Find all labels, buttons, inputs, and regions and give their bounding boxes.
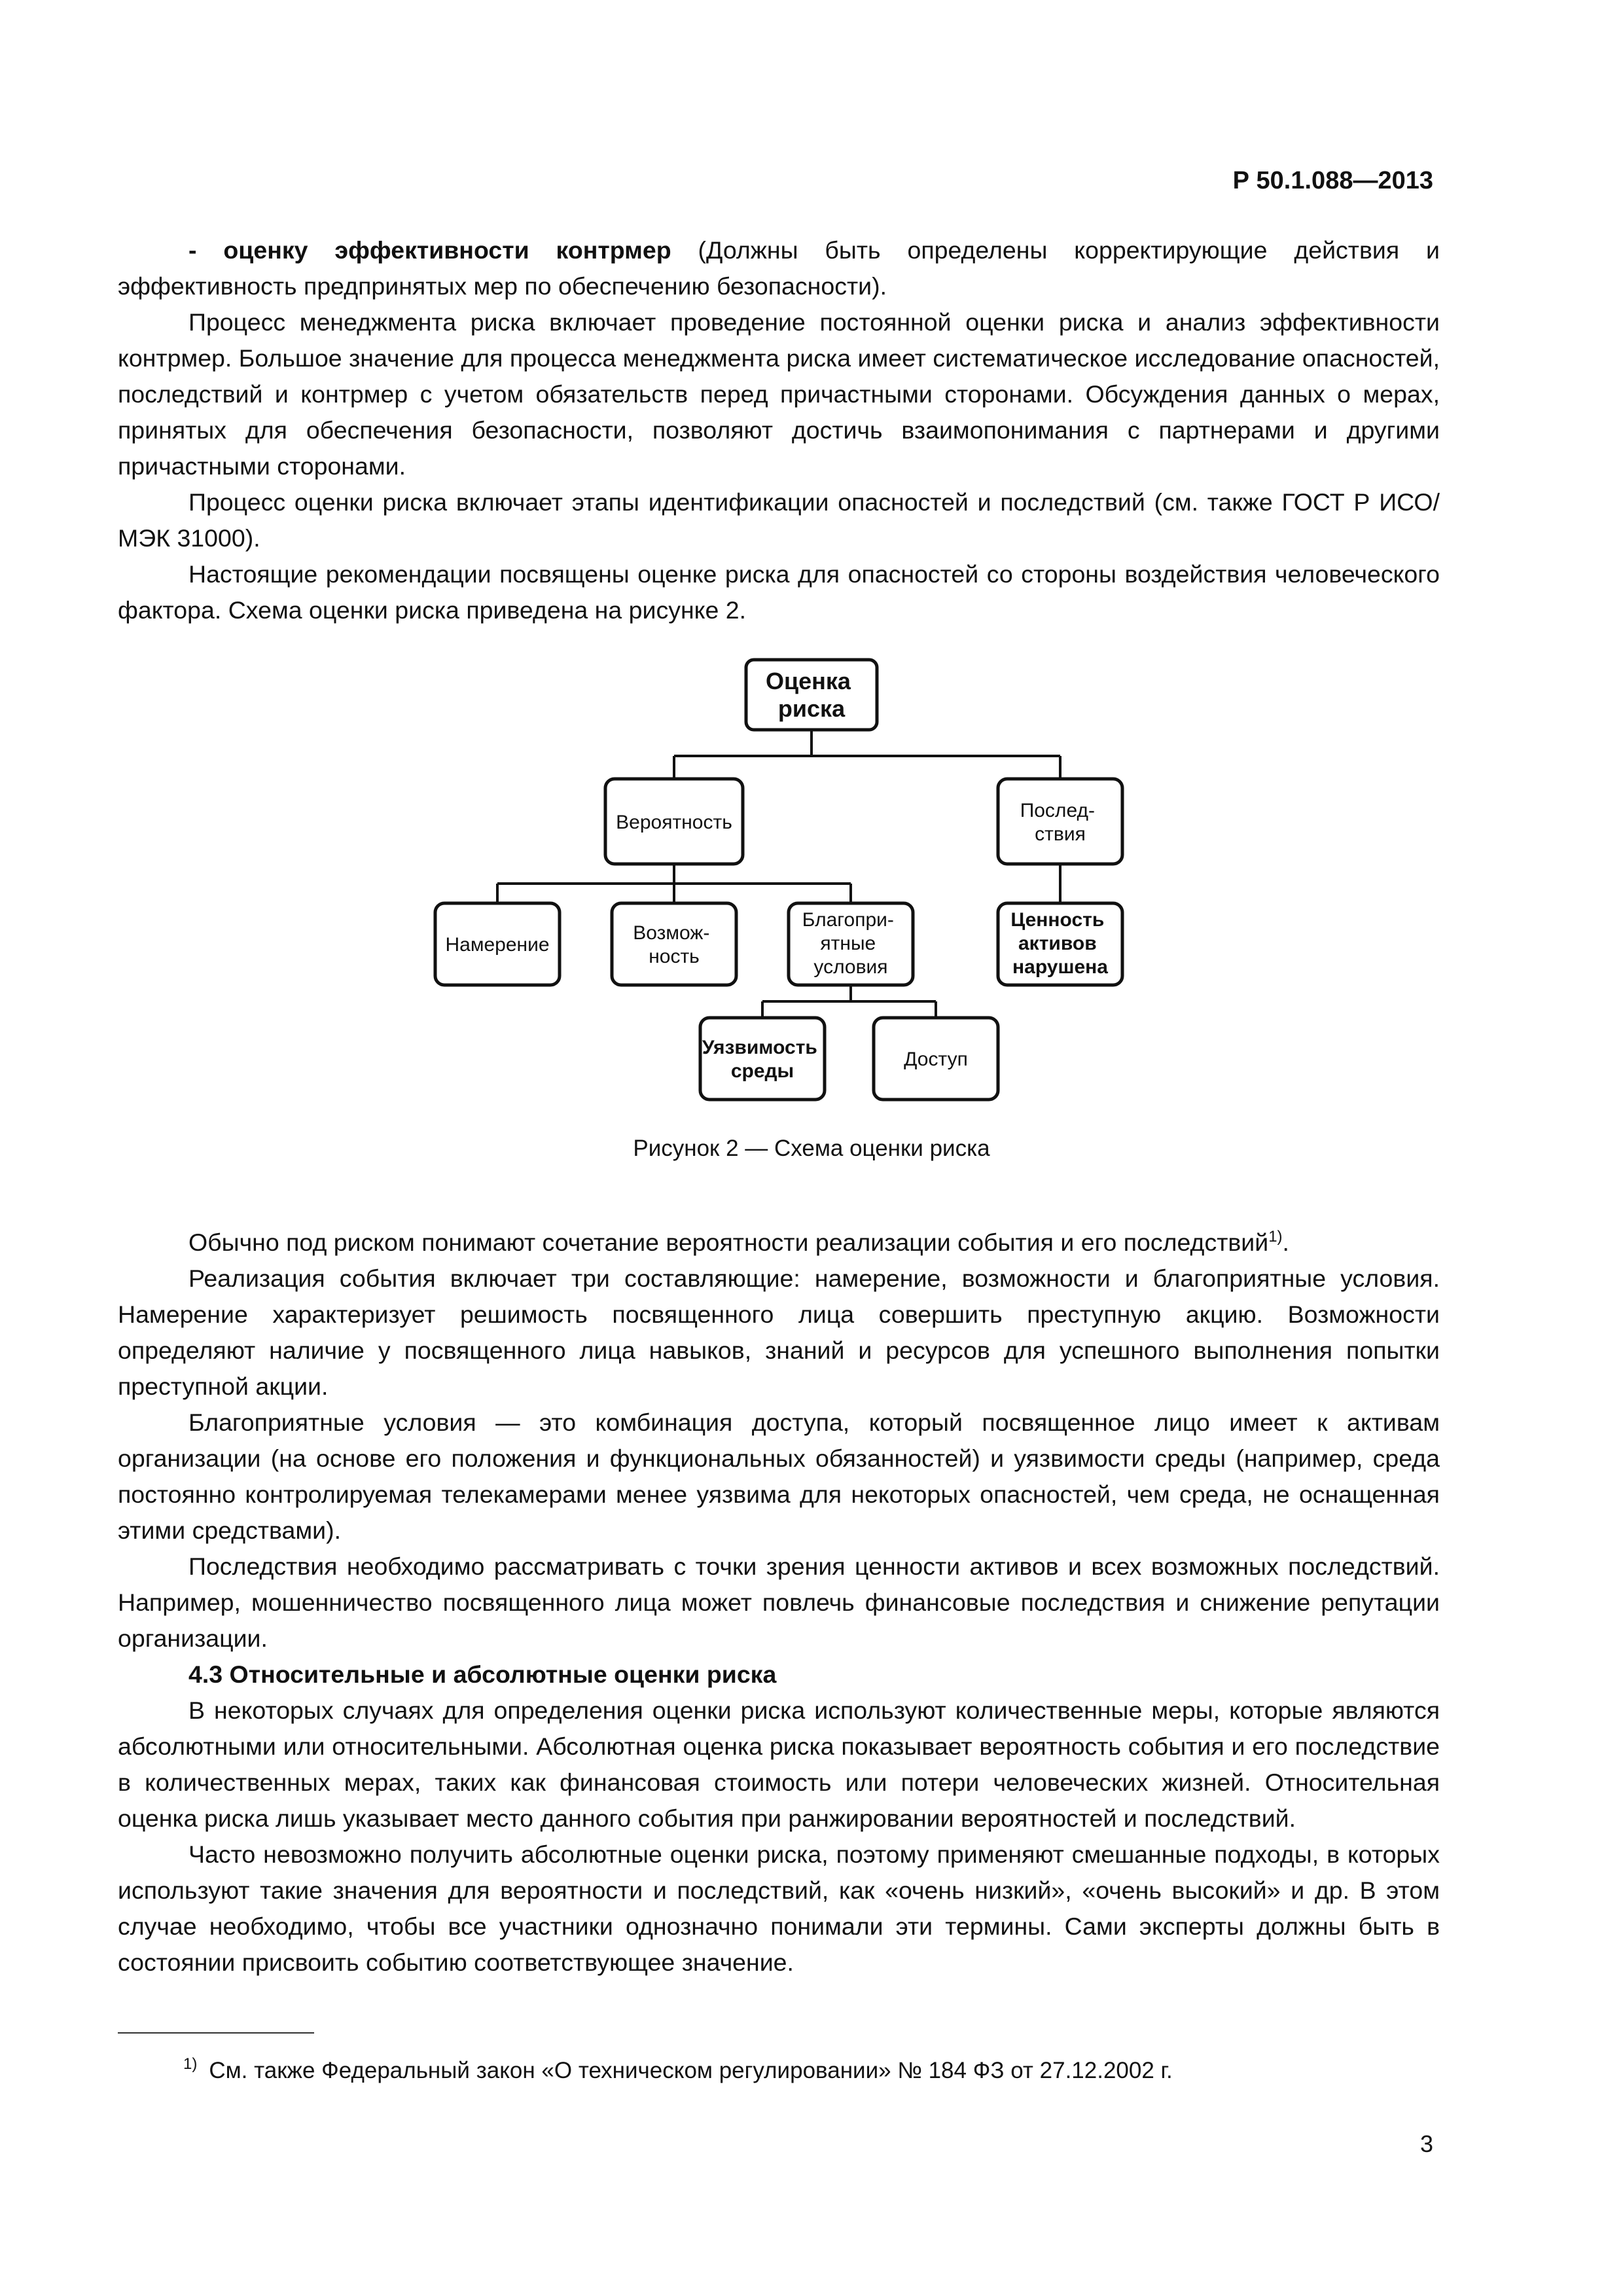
intro-text bbox=[118, 232, 1440, 628]
paragraph-rest: (Должны быть определены корректирующие действия и эффективность предпринятых мер по обеспечению безопасности). bbox=[118, 236, 1440, 300]
document-number: Р 50.1.088—2013 bbox=[1232, 167, 1433, 194]
paragraph-countermeasures bbox=[118, 232, 1440, 304]
page-number: 3 bbox=[1419, 2130, 1433, 2157]
label-access: Доступ bbox=[904, 1049, 968, 1070]
label-vulnerability: Уязвимость среды bbox=[702, 1037, 817, 1082]
bold-lead: - оценку эффективности контрмер bbox=[188, 236, 671, 264]
label-probability: Вероятность bbox=[616, 812, 732, 833]
label-favorable: Благопри- ятные условия bbox=[802, 909, 894, 978]
section-heading: 4.3 Относительные и абсолютные оценки риска bbox=[188, 1660, 777, 1688]
paragraph-event-components: Реализация события включает три составляющие: намерение, возможности и благоприятные условия. Намерение характеризует решимость посвященного лица совершить преступную акцию. Возможности определяют наличие у посвященного лица навыков, знаний и ресурсов для успешного выполнения попытки преступной акции. bbox=[118, 1265, 1440, 1400]
main-text bbox=[118, 1219, 1440, 1981]
paragraph-end: . bbox=[1282, 1229, 1289, 1256]
diagram-boxes bbox=[435, 660, 1122, 1100]
footnote-separator bbox=[118, 2032, 314, 2034]
paragraph-quantitative-measures: В некоторых случаях для определения оценки риска используют количественные меры, которые являются абсолютными или относительными. Абсолютная оценка риска показывает вероятность события и его последствие в количественных мерах, таких как финансовая стоимость или потери человеческих жизней. Относительная оценка риска лишь указывает место данного события при ранжировании вероятностей и последствий. bbox=[118, 1696, 1440, 1832]
risk-assessment-diagram bbox=[0, 648, 1623, 1145]
paragraph-consequences: Последствия необходимо рассматривать с точки зрения ценности активов и всех возможных последствий. Например, мошенничество посвященного лица может повлечь финансовые последствия и снижение репутации организации. bbox=[118, 1552, 1440, 1652]
paragraph-favorable-conditions: Благоприятные условия — это комбинация доступа, который посвященное лицо имеет к активам организации (на основе его положения и функциональных обязанностей) и уязвимости среды (например, среда постоянно контролируемая телекамерами менее уязвима для некоторых опасностей, чем среда, не оснащенная этими средствами). bbox=[118, 1408, 1440, 1544]
paragraph-risk-assessment: Процесс оценки риска включает этапы идентификации опасностей и последствий (см. также ГОСТ Р ИСО/МЭК 31000). bbox=[118, 488, 1440, 552]
connector-lines bbox=[497, 730, 1060, 1018]
label-root: Оценка риска bbox=[766, 668, 851, 722]
label-intent: Намерение bbox=[445, 934, 550, 956]
paragraph-risk-definition bbox=[118, 1219, 1440, 1261]
footnote bbox=[183, 2055, 1173, 2084]
label-asset-value: Ценность активов нарушена bbox=[1010, 909, 1108, 978]
footnote-reference[interactable]: 1) bbox=[1268, 1228, 1283, 1246]
figure-caption: Рисунок 2 — Схема оценки риска bbox=[633, 1136, 990, 1161]
footnote-text: См. также Федеральный закон «О техническом регулировании» № 184 ФЗ от 27.12.2002 г. bbox=[209, 2058, 1173, 2083]
diagram-svg bbox=[0, 648, 1623, 1145]
box-consequences bbox=[998, 779, 1122, 864]
label-capability: Возмож- ность bbox=[633, 922, 710, 967]
paragraph-text: Обычно под риском понимают сочетание вероятности реализации события и его последствий bbox=[188, 1229, 1269, 1256]
box-capability bbox=[612, 903, 736, 985]
box-vulnerability bbox=[700, 1018, 825, 1100]
paragraph-risk-management: Процесс менеджмента риска включает проведение постоянной оценки риска и анализ эффективности контрмер. Большое значение для процесса менеджмента риска имеет систематическое исследование опасностей, последствий и контрмер с учетом обязательств перед причастными сторонами. Обсуждения данных о мерах, принятых для обеспечения безопасности, позволяют достичь взаимопонимания с партнерами и другими причастными сторонами. bbox=[118, 308, 1440, 480]
paragraph-recommendations: Настоящие рекомендации посвящены оценке риска для опасностей со стороны воздействия человеческого фактора. Схема оценки риска приведена на рисунке 2. bbox=[118, 560, 1440, 624]
paragraph-mixed-approaches: Часто невозможно получить абсолютные оценки риска, поэтому применяют смешанные подходы, в которых используют такие значения для вероятности и последствий, как «очень низкий», «очень высокий» и др. В этом случае необходимо, чтобы все участники однозначно понимали эти термины. Сами эксперты должны быть в состоянии присвоить событию соответствующее значение. bbox=[118, 1840, 1440, 1976]
label-consequences: Послед- ствия bbox=[1020, 800, 1095, 845]
footnote-marker: 1) bbox=[183, 2055, 198, 2073]
